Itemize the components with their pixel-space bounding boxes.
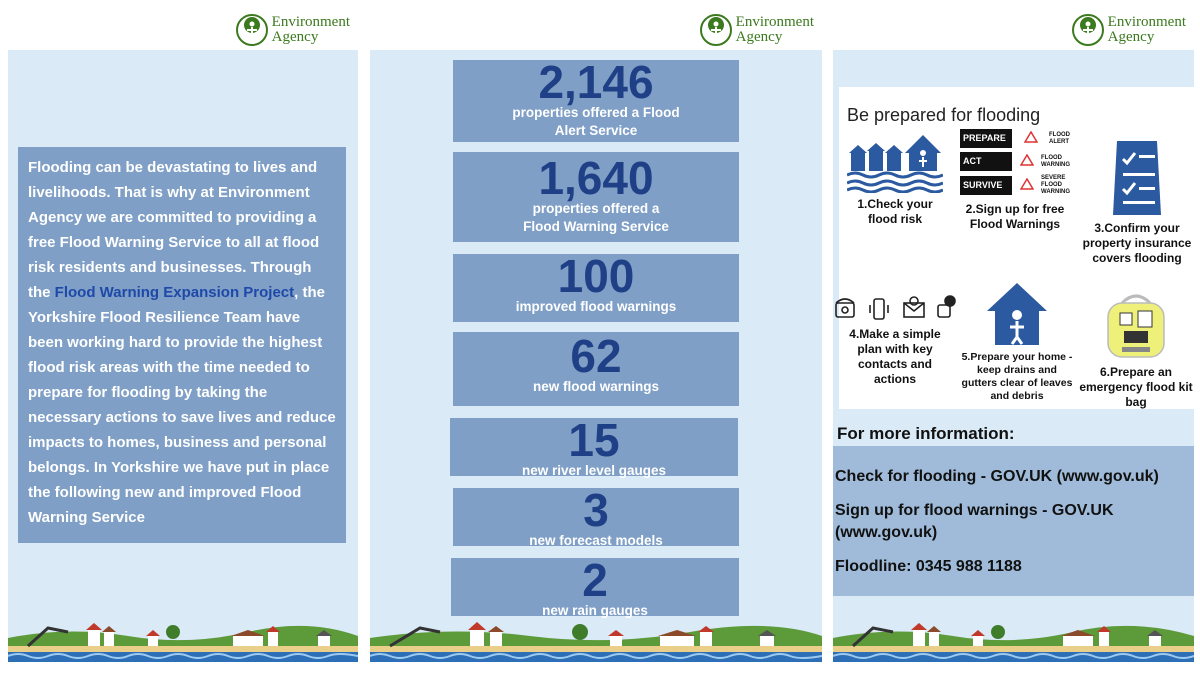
warning-desc: WARNING xyxy=(1041,189,1070,195)
logo-line1: Environment xyxy=(735,14,814,30)
stat-label: properties offered a Flood xyxy=(512,105,680,120)
step-text: 1.Check your xyxy=(857,197,933,211)
logo-bar xyxy=(370,12,822,50)
flooded-houses-icon xyxy=(847,129,943,193)
intro-text-cont: , the Yorkshire Flood Resilience Team have been working hard to provide the highest flood risk areas with the time needed to prepare for flooding by taking the necessary actions to save lives and reduce impacts to homes, business and personal belongs. In Yorkshire we have put in place the following new and improved Flood Warning Service xyxy=(28,284,336,526)
stat-number: 62 xyxy=(570,330,622,382)
logo-line1: Environment xyxy=(271,14,350,30)
logo-bar xyxy=(833,12,1194,50)
check-flooding-link[interactable]: Check for flooding - GOV.UK (www.gov.uk) xyxy=(835,468,1159,485)
step-confirm-insurance xyxy=(1079,139,1194,266)
intro-text: Flooding can be devastating to lives and livelihoods. That is why at Environment Agency we are committed to providing a free Flood Warning Service to all at flood risk residents and businesses. Through the xyxy=(28,159,320,301)
warning-row xyxy=(960,175,1070,196)
step-text: contacts and xyxy=(857,357,932,371)
warning-levels-table xyxy=(960,129,1070,196)
warning-desc: ALERT xyxy=(1049,138,1069,145)
stat-label: new forecast models xyxy=(529,533,663,548)
step-text: bag xyxy=(1125,395,1147,409)
step-check-flood-risk xyxy=(839,129,951,227)
floodline-number: Floodline: 0345 988 1188 xyxy=(835,558,1022,575)
more-info-title: For more information: xyxy=(833,420,1194,454)
step-text: 6.Prepare an xyxy=(1099,365,1173,379)
warning-desc: SEVERE xyxy=(1041,175,1066,181)
landscape-footer xyxy=(833,618,1194,662)
warning-desc: WARNING xyxy=(1041,161,1070,168)
warning-level: SURVIVE xyxy=(960,176,1012,195)
warning-level: ACT xyxy=(960,152,1012,171)
warning-row xyxy=(960,152,1070,171)
stat-label: new rain gauges xyxy=(542,603,648,618)
stat-box-improved-warnings xyxy=(453,250,739,322)
logo-bar xyxy=(8,12,358,50)
logo-line2: Agency xyxy=(1107,29,1155,45)
step-prepare-home xyxy=(957,281,1077,403)
stat-label: new flood warnings xyxy=(532,379,659,394)
step-text: gutters clear of leaves xyxy=(961,377,1073,389)
warning-desc: FLOOD xyxy=(1041,154,1062,161)
stat-box-flood-alert xyxy=(453,56,739,142)
logo-line1: Environment xyxy=(1107,14,1186,30)
step-text: 2.Sign up for free xyxy=(965,202,1065,216)
step-text: emergency flood kit xyxy=(1079,380,1193,394)
stat-label: properties offered a xyxy=(532,201,660,216)
stat-label-2: Alert Service xyxy=(554,123,638,138)
warning-triangle-icon xyxy=(1020,154,1034,166)
warning-desc: FLOOD xyxy=(1041,182,1062,188)
step-text: keep drains and xyxy=(977,364,1057,376)
warning-desc: FLOOD xyxy=(1049,131,1070,138)
step-text: flood risk xyxy=(867,212,922,226)
stat-box-rain-gauges xyxy=(451,554,739,618)
step-text: and debris xyxy=(990,390,1044,402)
step-make-plan xyxy=(833,295,957,387)
prepare-title: Be prepared for flooding xyxy=(847,105,1041,125)
step-text: plan with key xyxy=(857,342,933,356)
warning-row xyxy=(960,129,1070,148)
prepare-section xyxy=(839,87,1194,409)
stat-box-flood-warning-service xyxy=(453,152,739,242)
environment-agency-logo xyxy=(700,14,814,46)
environment-agency-logo xyxy=(1072,14,1186,46)
stat-number: 3 xyxy=(583,484,609,536)
step-flood-kit xyxy=(1077,291,1194,410)
step-text: covers flooding xyxy=(1092,251,1182,265)
warning-triangle-icon xyxy=(1020,178,1034,190)
expansion-project-link[interactable]: Flood Warning Expansion Project xyxy=(54,284,295,301)
stat-number: 100 xyxy=(557,250,635,302)
landscape-footer xyxy=(8,618,358,662)
step-sign-up-warnings xyxy=(951,129,1079,232)
stat-number: 2,146 xyxy=(538,56,654,108)
stat-label: improved flood warnings xyxy=(515,299,677,314)
warning-triangle-icon xyxy=(1024,131,1038,143)
intro-text-box xyxy=(18,147,346,543)
stat-box-forecast-models xyxy=(453,484,739,548)
stat-number: 15 xyxy=(568,414,620,466)
stat-number: 1,640 xyxy=(538,152,654,204)
tree-person-icon xyxy=(700,14,732,46)
stats-panel xyxy=(370,12,822,662)
landscape-footer xyxy=(370,618,822,662)
logo-line2: Agency xyxy=(735,29,783,45)
tree-person-icon xyxy=(236,14,268,46)
more-info-box xyxy=(833,446,1194,596)
sign-up-warnings-link[interactable]: Sign up for flood warnings - GOV.UK (www.gov.uk) xyxy=(835,502,1114,541)
stat-box-new-warnings xyxy=(453,332,739,406)
house-icon xyxy=(985,281,1049,347)
flood-kit-bag-icon xyxy=(1100,291,1172,361)
environment-agency-logo xyxy=(236,14,350,46)
step-text: property insurance xyxy=(1082,236,1192,250)
logo-line2: Agency xyxy=(271,29,319,45)
tree-person-icon xyxy=(1072,14,1104,46)
step-text: actions xyxy=(873,372,916,386)
stat-label-2: Flood Warning Service xyxy=(523,219,669,234)
step-text: 5.Prepare your home - xyxy=(961,351,1073,363)
stat-label: new river level gauges xyxy=(521,463,667,478)
step-text: 4.Make a simple xyxy=(849,327,941,341)
stat-number: 2 xyxy=(582,554,608,606)
intro-panel xyxy=(8,12,358,662)
step-text: Flood Warnings xyxy=(969,217,1061,231)
stat-box-river-gauges xyxy=(450,414,738,478)
checklist-document-icon xyxy=(1111,139,1163,217)
contact-icons xyxy=(834,295,956,323)
warning-level: PREPARE xyxy=(960,129,1012,148)
step-text: 3.Confirm your xyxy=(1094,221,1180,235)
prepare-panel xyxy=(833,12,1194,662)
